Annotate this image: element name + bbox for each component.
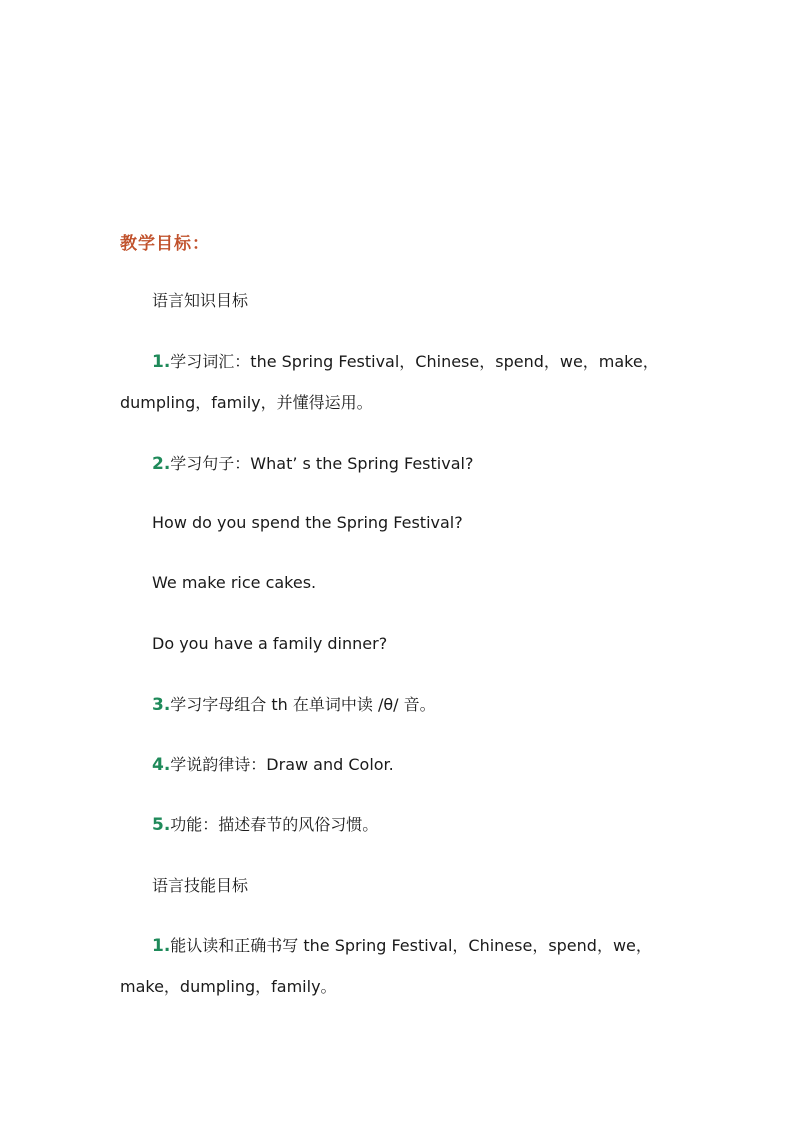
item-number: 1.	[152, 936, 171, 956]
knowledge-item-3	[152, 694, 436, 716]
item-number: 4.	[152, 755, 171, 775]
item-text: 学习字母组合 th 在单词中读 /θ/ 音。	[170, 695, 436, 714]
item-number: 1.	[152, 352, 171, 372]
skills-item-1-continuation: make，dumpling，family。	[120, 977, 337, 996]
example-sentence: How do you spend the Spring Festival?	[152, 513, 463, 532]
knowledge-item-1-continuation: dumpling，family，并懂得运用。	[120, 393, 373, 412]
skills-item-1	[152, 935, 652, 957]
skills-objectives-title: 语言技能目标	[152, 876, 249, 895]
item-number: 2.	[152, 454, 171, 474]
knowledge-item-5	[152, 814, 378, 836]
item-number: 5.	[152, 815, 171, 835]
knowledge-item-1	[152, 351, 659, 373]
item-text: 能认读和正确书写 the Spring Festival，Chinese，spend，we，	[170, 936, 652, 955]
item-number: 3.	[152, 695, 171, 715]
item-text: 学习句子：What’ s the Spring Festival?	[170, 454, 474, 473]
example-sentence: Do you have a family dinner?	[152, 634, 388, 653]
knowledge-item-2	[152, 453, 473, 475]
teaching-objectives-heading: 教学目标：	[120, 234, 210, 254]
item-text: 学习词汇：the Spring Festival，Chinese，spend，we，make，	[170, 352, 659, 371]
example-sentence: We make rice cakes.	[152, 573, 317, 592]
item-text: 学说韵律诗：Draw and Color.	[170, 755, 394, 774]
knowledge-item-4	[152, 754, 394, 776]
knowledge-objectives-title: 语言知识目标	[152, 291, 249, 310]
item-text: 功能：描述春节的风俗习惯。	[170, 815, 379, 834]
